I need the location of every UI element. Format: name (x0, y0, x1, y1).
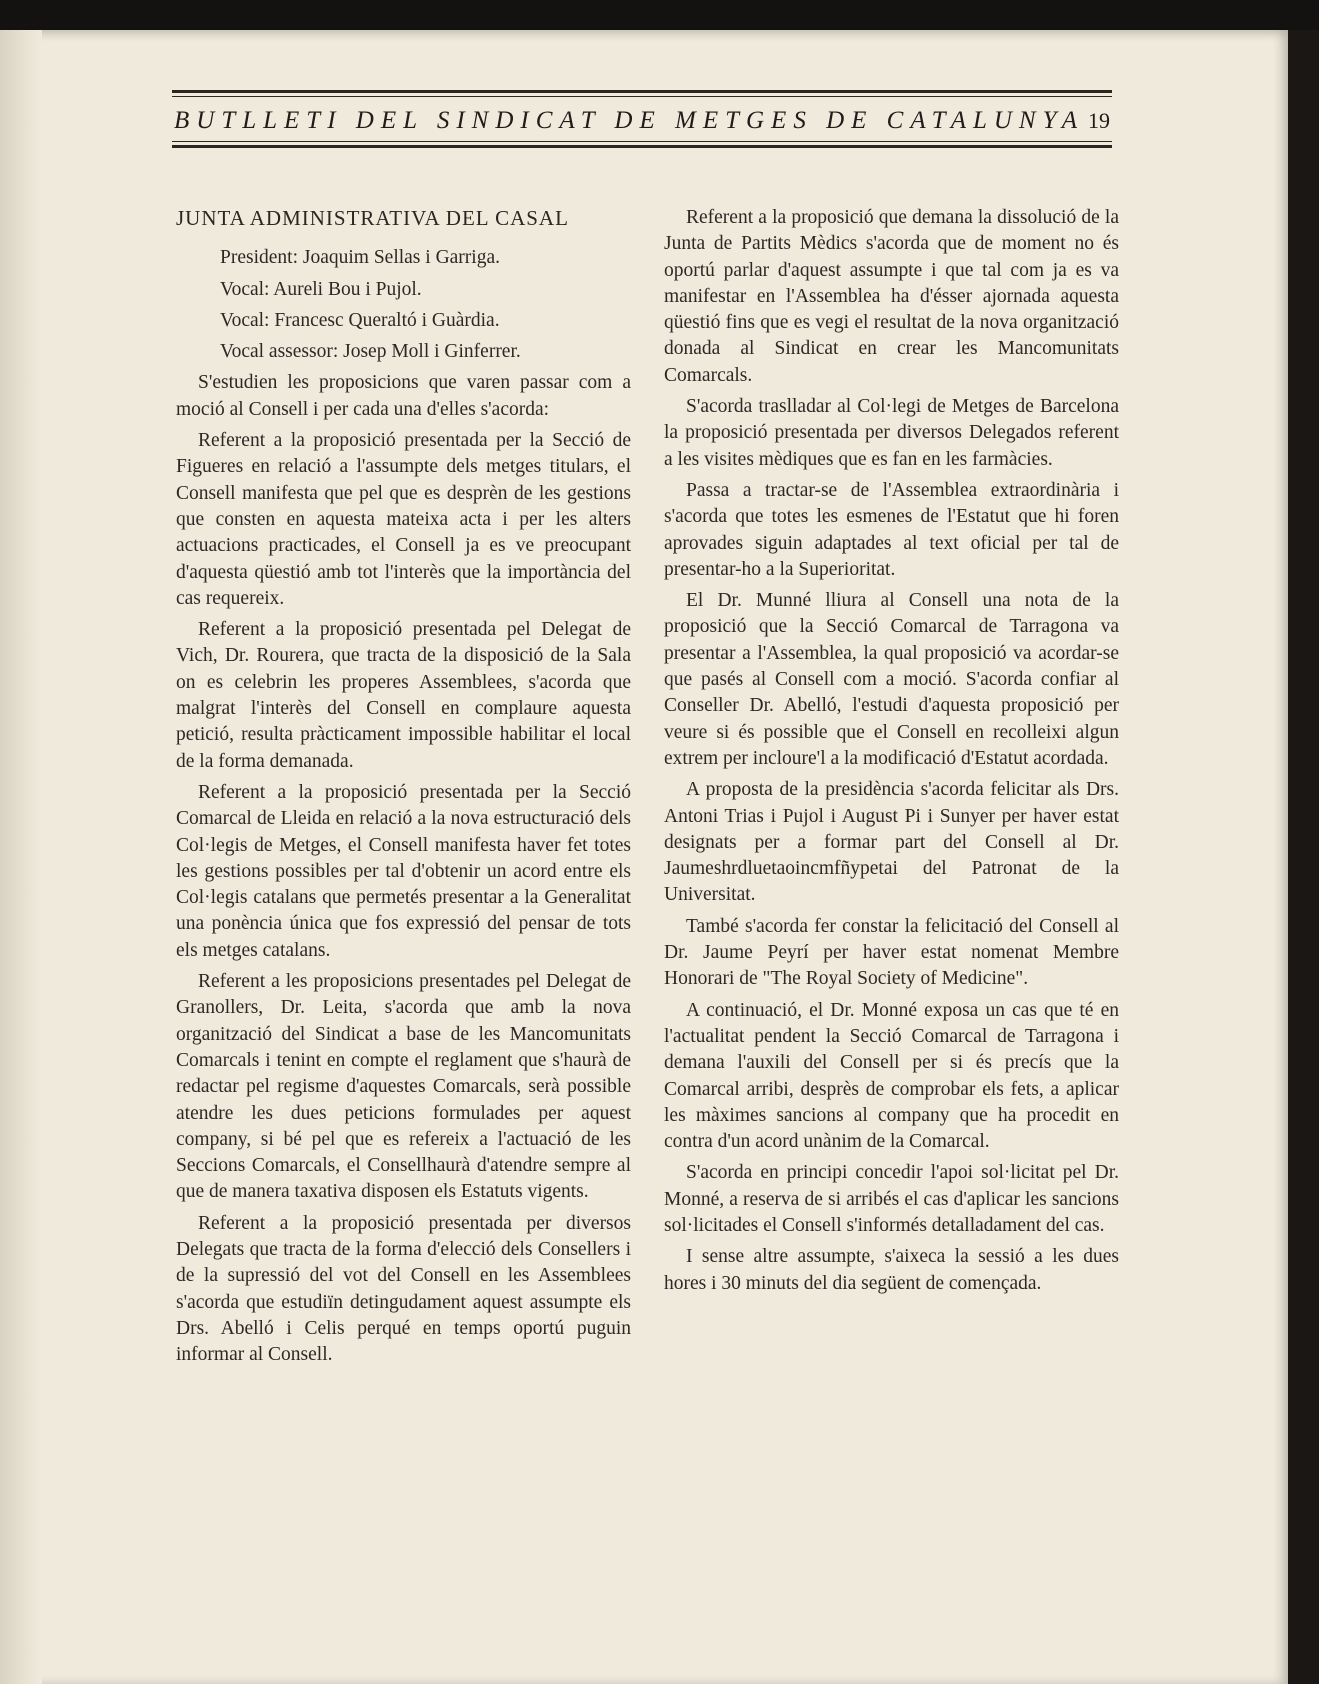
member-line: Vocal: Aureli Bou i Pujol. (220, 278, 422, 300)
paragraph: Referent a les proposicions presentades pel Delegat de Granollers, Dr. Leita, s'acorda que amb la nova organització del Sindicat a base de les Mancomunitats Comarcals i tenint en compte el reglament que s'haurà de redactar pel regisme d'aquestes Comarcals, serà possible atendre les dues peticions formulades per aquest company, si bé pel que es refereix a l'actuació de les Seccions Comarcals, el Consellhaurà d'atendre sempre al que de manera taxativa disposen els Estatuts vigents. (176, 971, 631, 1203)
paragraph: Referent a la proposició que demana la dissolució de la Junta de Partits Mèdics s'acorda que de moment no és oportú parlar d'aquest assumpte i que tal com ja es va manifestar en l'Assemblea ha d'ésser ajornada aquesta qüestió fins que es vegi el resultat de la nova organització donada al Sindicat en crear les Mancomunitats Comarcals. (664, 207, 1119, 386)
paragraph: Passa a tractar-se de l'Assemblea extraordinària i s'acorda que totes les esmenes de l'Estatut que hi foren aprovades siguin adaptades al text oficial per tal de presentar-ho a la Superioritat. (664, 479, 1119, 580)
section-heading: JUNTA ADMINISTRATIVA DEL CASAL (176, 206, 569, 230)
scan-border (0, 0, 1319, 30)
member-line: President: Joaquim Sellas i Garriga. (220, 247, 500, 269)
paragraph: Referent a la proposició presentada per la Secció de Figueres en relació a l'assumpte dels metges titulars, el Consell manifesta que pel que es desprèn de les gestions que consten en aquesta mateixa acta i per les alters actuacions practicades, el Consell ja es ve preocupant d'aquesta qüestió amb tot l'interès que la importància del cas requereix. (176, 430, 631, 609)
paragraph: També s'acorda fer constar la felicitació del Consell al Dr. Jaume Peyrí per haver estat nomenat Membre Honorari de "The Royal Society of Medicine". (664, 915, 1119, 990)
member-list (176, 245, 631, 365)
paragraph: S'acorda traslladar al Col·legi de Metges de Barcelona la proposició presentada per diversos Delegados referent a les visites mèdiques que es fan en les farmàcies. (664, 396, 1119, 470)
page-number: 19 (1088, 108, 1110, 133)
paragraph: El Dr. Munné lliura al Consell una nota de la proposició que la Secció Comarcal de Tarragona va presentar a l'Assemblea, la qual proposició va acordar-se que pasés al Consell com a moció. S'acorda confiar al Conseller Dr. Abelló, l'estudi d'aquesta proposició per veure si és possible que el Consell en recolleixi algun extrem per incloure'l a la modificació d'Estatut acordada. (664, 590, 1119, 769)
left-column (176, 205, 631, 1373)
header-rule-top (172, 90, 1112, 93)
paragraph: Referent a la proposició presentada per diversos Delegats que tracta de la forma d'elecció dels Consellers i de la supressió del vot del Consell en les Assemblees s'acorda que estudiïn detingudament aquest assumpte els Drs. Abelló i Celis perqué en temps oportú puguin informar al Consell. (176, 1212, 631, 1366)
page-binding-shadow (0, 30, 42, 1684)
header-row (172, 97, 1112, 141)
paragraph: S'estudien les proposicions que varen passar com a moció al Consell i per cada una d'elles s'acorda: (176, 372, 631, 420)
paragraph: I sense altre assumpte, s'aixeca la sessió a les dues hores i 30 minuts del dia següent de començada. (664, 1246, 1119, 1294)
paragraph: S'acorda en principi concedir l'apoi sol·licitat pel Dr. Monné, a reserva de si arribés el cas d'aplicar les sancions sol·licitades el Consell s'informés detalladament del cas. (664, 1162, 1119, 1236)
paragraph: Referent a la proposició presentada pel Delegat de Vich, Dr. Rourera, que tracta de la disposició de la Sala on es celebrin les properes Assemblees, s'acorda que malgrat l'interès del Consell en complaure aquesta petició, resulta pràcticament impossible habilitar el local de la forma demanada. (176, 619, 631, 772)
member-line: Vocal assessor: Josep Moll i Ginferrer. (220, 341, 521, 363)
paragraph: A proposta de la presidència s'acorda felicitar als Drs. Antoni Trias i Pujol i August Pi i Sunyer per haver estat designats per a formar part del Consell al Dr. Jaumeshrdluetaoincmfñypetai del Patronat de la Universitat. (664, 779, 1119, 906)
paragraph: Referent a la proposició presentada per la Secció Comarcal de Lleida en relació a la nova estructuració dels Col·legis de Metges, el Consell manifesta haver fet totes les gestions possibles per tal d'obtenir un acord entre els Col·legis catalans que permetés presentar a la Generalitat una ponència única que fos expressió del pensar de tots els metges catalans. (176, 781, 631, 961)
right-column (664, 205, 1119, 1302)
member-line: Vocal: Francesc Queraltó i Guàrdia. (220, 309, 500, 331)
header-rule-bottom-thin (172, 141, 1112, 142)
paragraph: A continuació, el Dr. Monné exposa un cas que té en l'actualitat pendent la Secció Comarcal de Tarragona i demana l'auxili del Consell per si és precís que la Comarcal arribi, desprès de comprobar els fets, a aplicar les màximes sancions al company que ha procedit en contra d'un acord unànim de la Comarcal. (664, 999, 1119, 1153)
header-rule-bottom (172, 145, 1112, 148)
running-header (172, 90, 1112, 148)
journal-title: BUTLLETI DEL SINDICAT DE METGES DE CATALUNYA (174, 107, 1085, 134)
